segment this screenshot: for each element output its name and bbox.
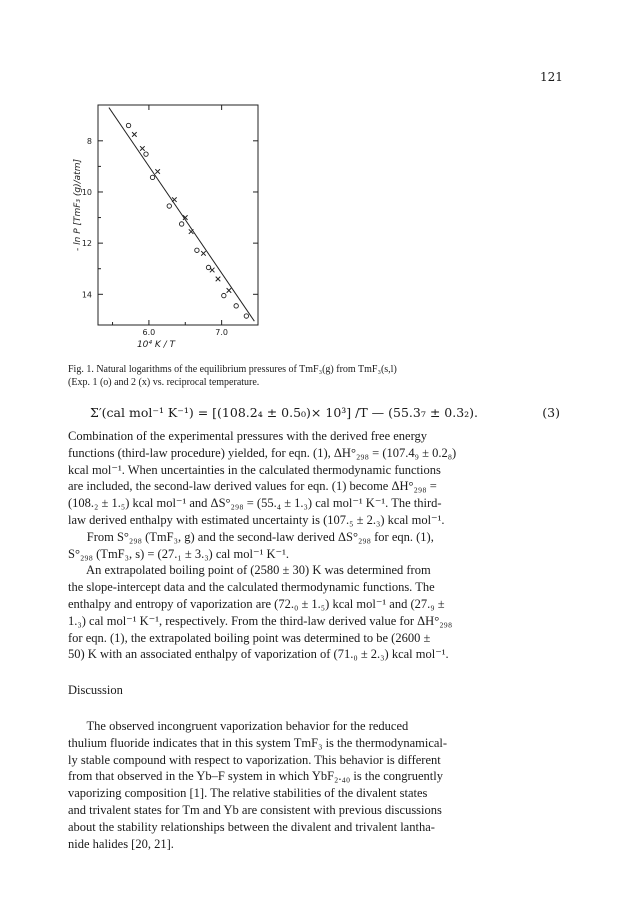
text-line: Combination of the experimental pressures with the derived free energy xyxy=(68,429,428,443)
data-point-cross xyxy=(227,288,232,293)
y-tick-label: 10 xyxy=(81,187,92,197)
text-line: are included, the second-law derived values for eqn. (1) become ΔH°₂₉₈ = xyxy=(68,479,437,494)
data-point-circle xyxy=(234,304,238,308)
text-line: law derived enthalpy with estimated uncertainty is (107.₅ ± 2.₃) kcal mol⁻¹. xyxy=(68,512,445,527)
results-paragraph xyxy=(68,428,568,663)
text-line: and trivalent states for Tm and Yb are consistent with previous discussions xyxy=(68,802,442,817)
data-point-circle xyxy=(150,175,154,179)
x-tick-label: 6.0 xyxy=(142,328,156,337)
data-point-circle xyxy=(195,248,199,252)
text-line: kcal mol⁻¹. When uncertainties in the calculated thermodynamic functions xyxy=(68,462,441,477)
equation-3 xyxy=(90,405,560,420)
figure-caption xyxy=(68,363,568,389)
text-line: vaporizing composition [1]. The relative stabilities of the divalent states xyxy=(68,786,428,801)
data-point-cross xyxy=(140,146,145,151)
data-point-cross xyxy=(210,268,215,273)
data-point-circle xyxy=(144,152,148,156)
y-axis-label: - ln P [TmF₃ (g)/atm] xyxy=(73,159,83,251)
text-line: An extrapolated boiling point of (2580 ± 30) K was determined from xyxy=(68,563,431,578)
text-line: (108.₂ ± 1.₅) kcal mol⁻¹ and ΔS°₂₉₈ = (55.₄ ± 1.₃) cal mol⁻¹ K⁻¹. The third- xyxy=(68,496,442,511)
data-point-cross xyxy=(132,132,137,137)
text-line: for eqn. (1), the extrapolated boiling point was determined to be (2600 ± xyxy=(68,630,431,645)
text-line: enthalpy and entropy of vaporization are (72.₀ ± 1.₅) kcal mol⁻¹ and (27.₉ ± xyxy=(68,596,445,611)
data-point-cross xyxy=(155,169,160,174)
text-line: the slope-intercept data and the calculated thermodynamic functions. The xyxy=(68,580,435,595)
equation-number: (3) xyxy=(542,405,560,420)
equation-text: Σ′(cal mol⁻¹ K⁻¹) = [(108.2₄ ± 0.5₀)× 10³] /T — (55.3₇ ± 0.3₂). xyxy=(90,405,479,420)
fit-line xyxy=(109,108,254,322)
data-point-cross xyxy=(189,229,194,234)
page-number: 121 xyxy=(540,70,563,84)
text-line: about the stability relationships between the divalent and trivalent lantha- xyxy=(68,819,435,834)
y-tick-label: 12 xyxy=(81,239,92,249)
text-line: from that observed in the Yb–F system in which YbF₂.₄₀ is the congruently xyxy=(68,769,443,784)
data-point-circle xyxy=(244,314,248,318)
text-line: nide halides [20, 21]. xyxy=(68,836,174,851)
data-point-circle xyxy=(222,293,226,297)
text-line: 50) K with an associated enthalpy of vaporization of (71.₀ ± 2.₃) kcal mol⁻¹. xyxy=(68,647,449,662)
text-line: thulium fluoride indicates that in this system TmF₃ is the thermodynamical- xyxy=(68,735,448,750)
x-axis-label: 10⁴ K / T xyxy=(136,340,176,350)
data-point-circle xyxy=(126,123,130,127)
scatter-plot xyxy=(70,100,270,350)
y-tick-label: 8 xyxy=(86,136,92,146)
data-point-cross xyxy=(201,251,206,256)
text-line: The observed incongruent vaporization behavior for the reduced xyxy=(68,719,409,733)
caption-line: Fig. 1. Natural logarithms of the equilibrium pressures of TmF₃(g) from TmF₃(s,l) xyxy=(68,364,397,375)
data-point-cross xyxy=(216,277,221,282)
figure-1 xyxy=(70,100,270,350)
section-heading: Discussion xyxy=(68,683,123,697)
data-point-circle xyxy=(167,204,171,208)
data-point-cross xyxy=(172,197,177,202)
data-point-circle xyxy=(206,265,210,269)
text-line: From S°₂₉₈ (TmF₃, g) and the second-law derived ΔS°₂₉₈ for eqn. (1), xyxy=(68,529,434,544)
text-line: S°₂₉₈ (TmF₃, s) = (27.₁ ± 3.₃) cal mol⁻¹ K⁻¹. xyxy=(68,546,289,561)
text-line: 1.₃) cal mol⁻¹ K⁻¹, respectively. From the third-law derived value for ΔH°₂₉₈ xyxy=(68,613,453,628)
text-line: ly stable compound with respect to vaporization. This behavior is different xyxy=(68,752,441,767)
y-tick-label: 14 xyxy=(81,290,92,300)
data-point-circle xyxy=(179,222,183,226)
discussion-paragraph xyxy=(68,718,568,852)
text-line: functions (third-law procedure) yielded, for eqn. (1), ΔH°₂₉₈ = (107.4₉ ± 0.2₈) xyxy=(68,445,457,460)
caption-line: (Exp. 1 (o) and 2 (x) vs. reciprocal temperature. xyxy=(68,377,260,388)
x-tick-label: 7.0 xyxy=(215,328,229,337)
